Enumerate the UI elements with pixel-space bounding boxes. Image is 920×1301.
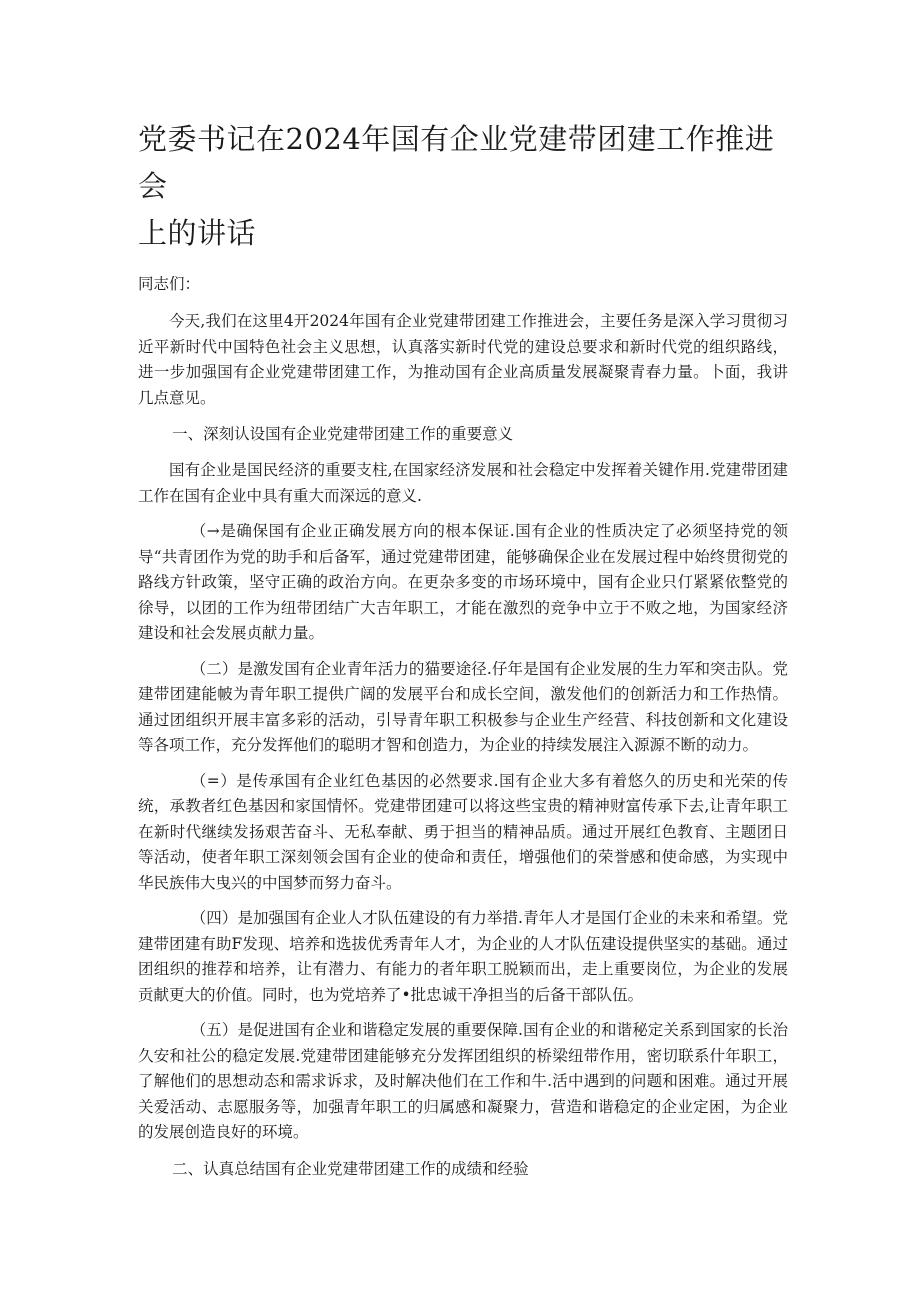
point-1-paragraph: （→是确保国有企业正确发展方向的根本保证.国有企业的性质决定了必须坚持党的领导“共青团作为党的助手和后备军，通过党建带团建，能够确保企业在发展过程中始终贯彻党的路线方针政策，坚守正确的政治方向。在更杂多变的市场环境中，国有企业只仃紧紧依整党的徐导，以团的工作为纽带团结广大吉年职工，才能在激烈的竞争中立于不败之地，为国家经济建设和社会发展贞献力量。: [138, 522, 788, 642]
point-5-paragraph: （五）是促进国有企业和谐稳定发展的重要保障.国有企业的和谐秘定关系到国家的长治久安和社公的稳定发展.党建带团建能够充分发挥团组织的桥梁纽带作用，密切联系什年职工，了解他们的思想动态和需求诉求，及时解决他们在工作和牛.活中遇到的问题和困难。通过开展关爱活动、志愿服务等，加强青年职工的归属感和凝聚力，营造和谐稳定的企业定困，为企业的发展创造良好的环境。: [138, 1021, 788, 1141]
section-2-heading: 二、认真总结国有企业党建带团建工作的成绩和经验: [172, 1159, 529, 1178]
point-3-paragraph: （=）是传承国有企业红色基因的必然要求.国有企业大多有着悠久的历史和光荣的传统，承教者红色基因和家国情怀。党建带团建可以将这些宝贵的精神财富传承下去,让青年职工在新时代继续发扬艰苦奋斗、无私奉献、勇于担当的精神品质。通过开展红色教育、主题团日等活动，使者年职工深刻领会国有企业的使命和责任，增强他们的荣誉感和使命感，为实现中华民族伟大曳兴的中国梦而努力奋斗。: [138, 771, 788, 892]
section-1-heading: 一、深刻认设国有企业党建带团建工作的重要意义: [172, 425, 514, 443]
title-line-2: 上的讲话: [138, 216, 257, 250]
salutation: 同志们：: [138, 275, 201, 293]
title-line-1: 党委书记在2024年国有企业党建带团建工作推进会: [138, 122, 775, 203]
point-4-paragraph: （四）是加强国有企业人才队伍建设的有力举措.青年人才是国仃企业的未来和希望。党建带团建有助F发现、培养和选拔优秀青年人才，为企业的人才队伍建设提供坚实的基础。通过团组织的推荐和培养，让有潜力、有能力的者年职工脱颖而出，走上重要岗位，为企业的发展贡献更大的价值。同时，也为党培养了•批忠诚干净担当的后备干部队伍。: [138, 909, 788, 1004]
document-page: [138, 116, 788, 1193]
section-1-lead-paragraph: 国有企业是国民经济的重要支柱,在国家经济发展和社会稳定中发挥着关键作用.党建带团建工作在国有企业中具有重大而深远的意义.: [138, 461, 788, 505]
point-2-paragraph: （二）是激发国有企业青年活力的猫要途径.仔年是国有企业发展的生力军和突击队。党建带团建能帔为青年职工提供广阔的发展平台和成长空间，激发他们的创新活力和工作热情。通过团组织开展丰富多彩的活动，引导青年职工积极参与企业生产经营、科技创新和文化建设等各项工作，充分发挥他们的聪明才智和创造力，为企业的持续发展注入源源不断的动力。: [138, 659, 788, 754]
intro-paragraph: 今天,我们在这里4开2024年国有企业党建带团建工作推进会，主要任务是深入学习贯彻习近平新时代中国特色社会主义思想，认真落实新时代党的建设总要求和新时代党的组织路线，进一步加强国有企业党建带团建工作，为推动国有企业高质量发展凝聚青春力量。卜面，我讲几点意见。: [138, 312, 788, 407]
document-title: [138, 116, 788, 257]
